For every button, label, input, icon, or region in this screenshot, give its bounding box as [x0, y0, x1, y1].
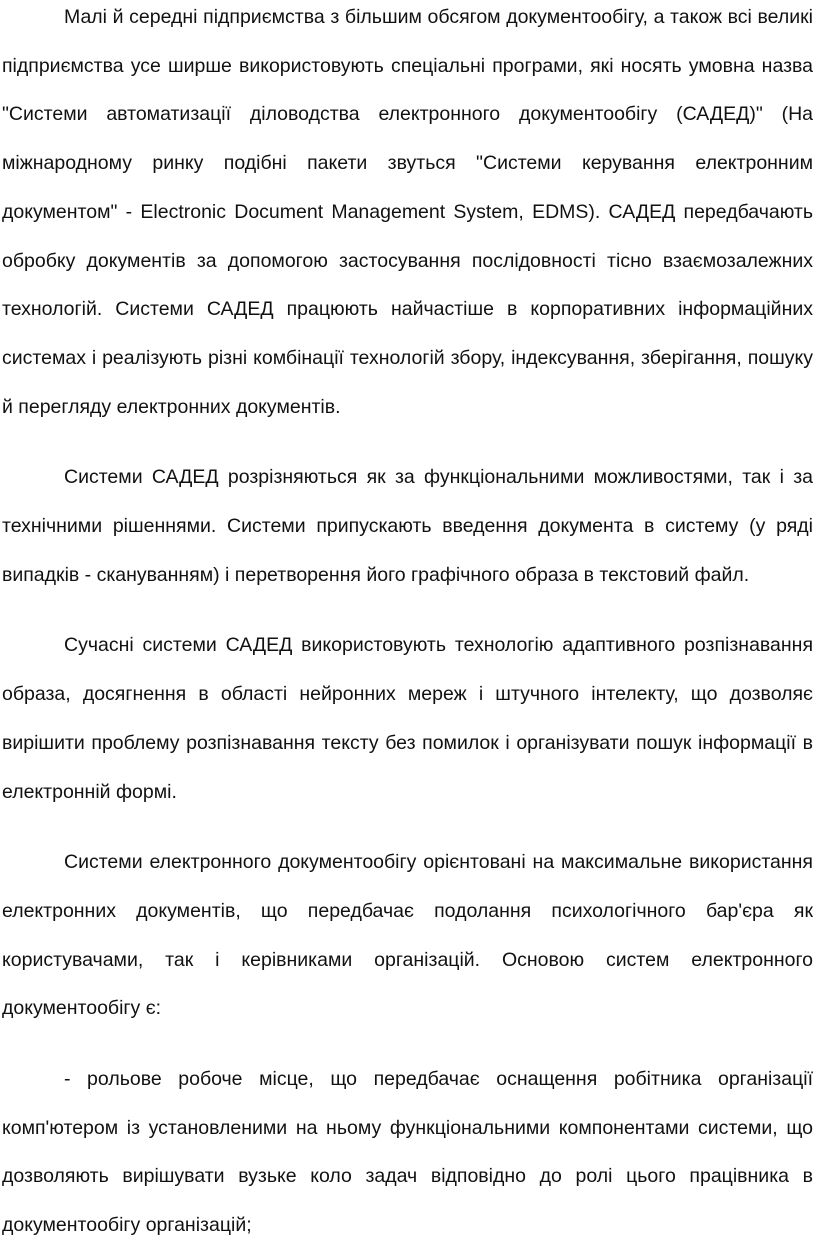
list-item: - рольове робоче місце, що передбачає оснащення робітника організації комп'ютером із установленими на ньому функціональними компонентами системи, що дозволяють вирішувати вузьке коло задач відповідно до ролі цього працівника в документообігу організацій; — [2, 1068, 813, 1237]
paragraph-3: Сучасні системи САДЕД використовують технологію адаптивного розпізнавання образа, досягнення в області нейронних мереж і штучного інтелекту, що дозволяє вирішити проблему розпізнавання тексту без помилок і організувати пошук інформації в електронній формі. — [2, 634, 813, 803]
paragraph-4: Системи електронного документообігу орієнтовані на максимальне використання електронних документів, що передбачає подолання психологічного бар'єра як користувачами, так і керівниками організацій. Основою систем електронного документообігу є: — [2, 851, 813, 1020]
paragraph-spacer — [2, 1033, 813, 1055]
paragraph-spacer — [2, 431, 813, 453]
paragraph-spacer — [2, 816, 813, 838]
paragraph-2: Системи САДЕД розрізняються як за функціональними можливостями, так і за технічними рішеннями. Системи припускають введення документа в систему (у ряді випадків - скануванням) і перетворення його графічного образа в текстовий файл. — [2, 466, 813, 586]
paragraph-spacer — [2, 599, 813, 621]
paragraph-1: Малі й середні підприємства з більшим обсягом документообігу, а також всі великі підприємства усе ширше використовують спеціальні програми, які носять умовна назва "Системи автоматизації діловодства електронного документообігу (САДЕД)" (На міжнародному ринку подібні пакети звуться "Системи керування електронним документом" - Electronic Document Management System, EDMS). САДЕД передбачають обробку документів за допомогою застосування послідовності тісно взаємозалежних технологій. Системи САДЕД працюють найчастіше в корпоративних інформаційних системах і реалізують різні комбінації технологій збору, індексування, зберігання, пошуку й перегляду електронних документів. — [2, 6, 813, 418]
